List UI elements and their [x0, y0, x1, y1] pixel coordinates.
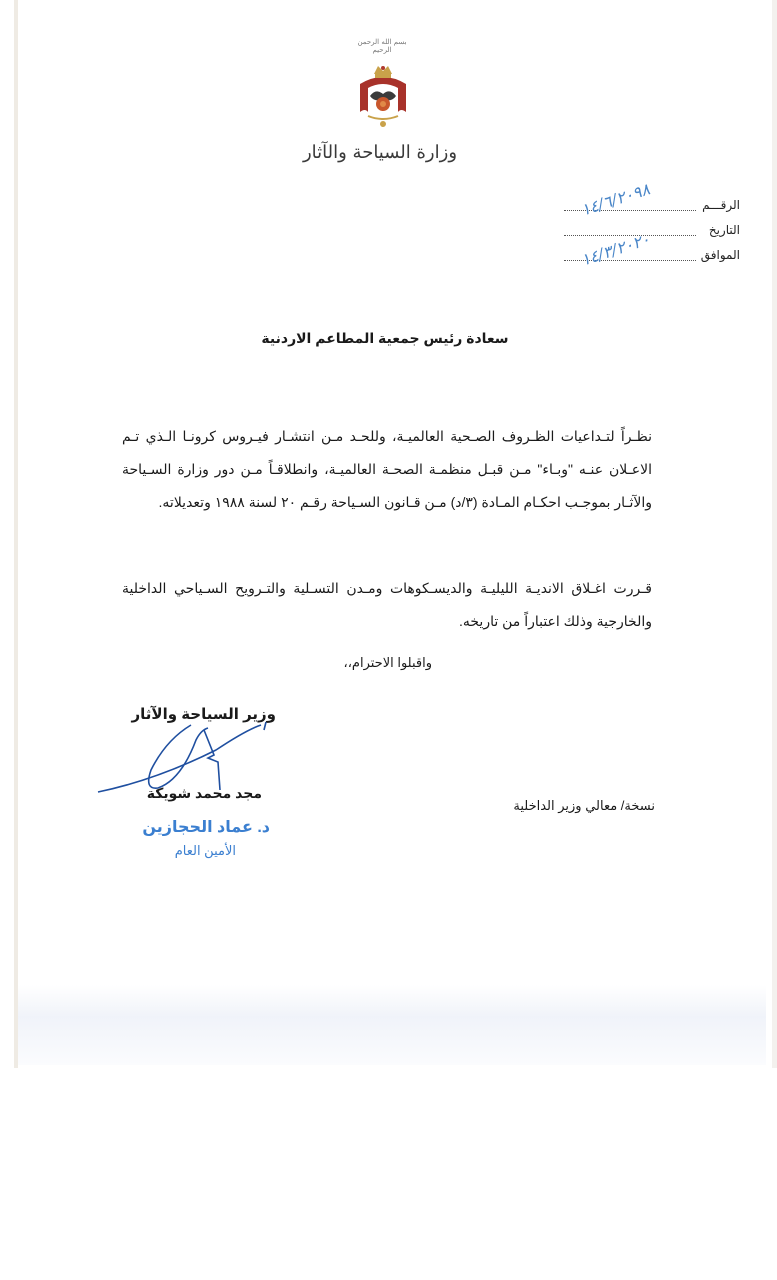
reference-block — [560, 179, 740, 270]
scan-shadow — [18, 985, 766, 1065]
signatory-name: مجد محمد شويكة — [146, 785, 262, 801]
stamp-title: الأمين العام — [174, 843, 236, 858]
recipient-heading: سعادة رئيس جمعية المطاعم الاردنية — [261, 330, 509, 346]
date-label: التاريخ — [708, 223, 740, 237]
corresponding-date-value: ١٤/٣/٢٠٢٠ — [578, 229, 653, 270]
body-paragraph-2: قـررت اغـلاق الانديـة الليليـة والديسـكوهات ومـدن التسـلية والتـرويح السـياحي الداخلية والخارجية وذلك اعتباراً من تاريخه. — [122, 580, 652, 629]
date-row — [560, 215, 740, 240]
body-paragraph-1: نظـراً لتـداعيات الظـروف الصـحية العالميـة، وللحـد مـن انتشـار فيـروس كرونـا الـذي تـم الاعـلان عنـه "وبـاء" مـن قبـل منظمـة الصحـة العالميـة، وانطلاقـاً مـن دور وزارة السـياحة والآثـار بموجـب احكـام المـادة (٣/د) مـن قـانون السـياحة رقـم ٢٠ لسنة ١٩٨٨ وتعديلاته. — [122, 428, 652, 510]
reference-number-label: الرقـــم — [702, 198, 740, 212]
closing-salutation: واقبلوا الاحترام،، — [343, 655, 432, 670]
signatory-title: وزير السياحة والآثار — [131, 706, 276, 723]
carbon-copy-line: نسخة/ معالي وزير الداخلية — [513, 798, 655, 813]
bismillah: بسم الله الرحمن الرحيم — [357, 38, 407, 54]
ministry-name: وزارة السياحة والآثار — [302, 142, 458, 163]
corresponding-date-label: الموافق — [700, 248, 740, 262]
reference-number-row — [560, 179, 740, 220]
reference-number-value: ١٤/٦/٢٠٩٨ — [578, 179, 653, 220]
stamp-name: د. عماد الحجازين — [142, 819, 270, 836]
jordan-coat-of-arms-icon — [354, 62, 412, 132]
